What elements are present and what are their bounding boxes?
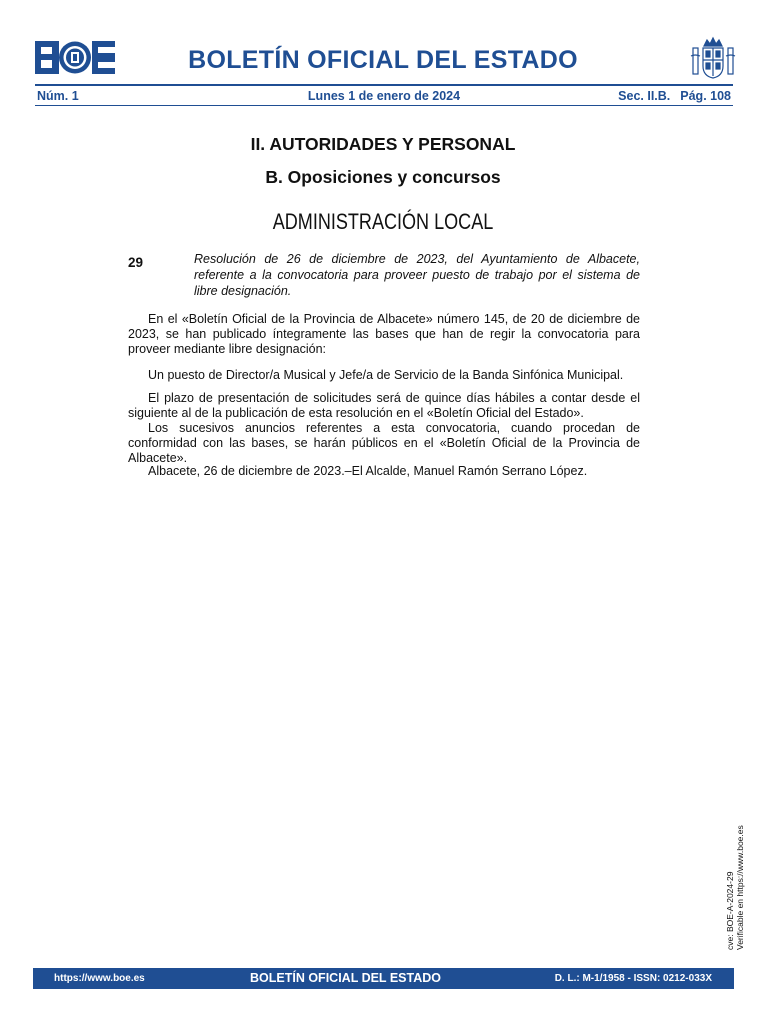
administration-heading: ADMINISTRACIÓN LOCAL — [272, 209, 494, 234]
issue-number: Núm. 1 — [37, 89, 79, 103]
signature-line — [128, 464, 640, 479]
entry-title: Resolución de 26 de diciembre de 2023, del Ayuntamiento de Albacete, referente a la convocatoria para proveer puesto de trabajo por el sistema de libre designación. — [194, 252, 640, 298]
verification-link[interactable]: Verificable en https://www.boe.es — [735, 825, 745, 950]
footer-url-link[interactable]: https://www.boe.es — [54, 973, 145, 984]
footer-title: BOLETÍN OFICIAL DEL ESTADO — [250, 971, 441, 985]
spain-coat-of-arms-icon — [690, 36, 736, 80]
header-rule-bottom — [35, 105, 733, 106]
issue-date: Lunes 1 de enero de 2024 — [307, 89, 461, 103]
body-paragraph — [128, 391, 640, 421]
subsection-heading: B. Oposiciones y concursos — [265, 167, 501, 187]
masthead-title: BOLETÍN OFICIAL DEL ESTADO — [188, 46, 578, 74]
footer-legal: D. L.: M-1/1958 - ISSN: 0212-033X — [554, 973, 712, 984]
section-code: Sec. II.B. — [618, 89, 671, 103]
body-paragraph — [128, 368, 640, 383]
paragraph-text: Los sucesivos anuncios referentes a esta convocatoria, cuando procedan de conformidad con las bases, se harán públicos en el «Boletín Oficial de la Provincia de Albacete». — [128, 421, 640, 465]
header-rule-top — [35, 84, 733, 86]
body-paragraph — [128, 312, 640, 357]
paragraph-text: En el «Boletín Oficial de la Provincia de Albacete» número 145, de 20 de diciembre de 2023, se han publicado íntegramente las bases que han de regir la convocatoria para proveer mediante libre designación: — [128, 312, 640, 356]
verification-margin — [725, 823, 753, 950]
boe-logo — [35, 41, 115, 74]
paragraph-text: El plazo de presentación de solicitudes será de quince días hábiles a contar desde el siguiente al de la publicación de esta resolución en el «Boletín Oficial del Estado». — [128, 391, 640, 420]
body-paragraph — [128, 421, 640, 466]
entry-number: 29 — [128, 255, 144, 270]
cve-code: cve: BOE-A-2024-29 — [725, 871, 735, 950]
page-number: Pág. 108 — [680, 89, 731, 103]
section-heading: II. AUTORIDADES Y PERSONAL — [250, 134, 516, 154]
footer-bar — [33, 968, 734, 989]
section-page-info — [608, 88, 731, 104]
paragraph-text: Albacete, 26 de diciembre de 2023.–El Alcalde, Manuel Ramón Serrano López. — [148, 464, 588, 478]
paragraph-text: Un puesto de Director/a Musical y Jefe/a de Servicio de la Banda Sinfónica Municipal. — [148, 368, 624, 382]
